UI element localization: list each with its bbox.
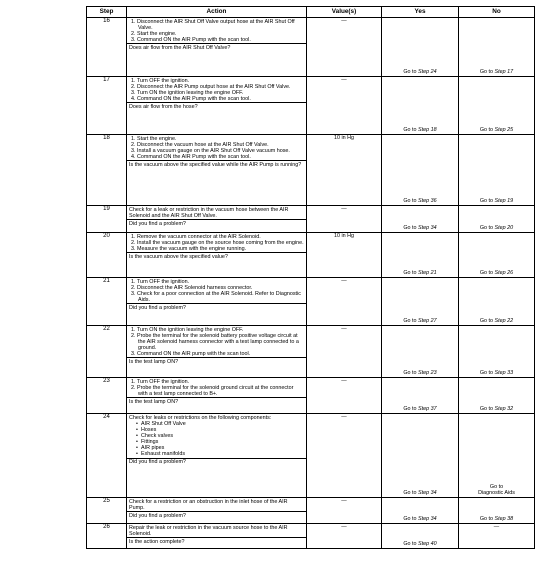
yes-cell [382, 498, 459, 524]
question: Is the test lamp ON? [127, 397, 306, 405]
action-line: 3. Command ON the AIR pump with the scan tool. [131, 350, 251, 357]
no-cell [459, 233, 535, 278]
no-cell [459, 18, 535, 77]
yes-cell [382, 278, 459, 326]
action-line: 3. Turn ON the ignition leaving the engine OFF. [131, 89, 244, 96]
step-number: 18 [87, 135, 127, 206]
action-line: 2. Probe the terminal for the solenoid ground circuit at the connector with a test lamp connected to B+. [131, 384, 294, 397]
no-goto: Go to Step 26 [479, 269, 514, 276]
action-line: 3. Measure the vacuum with the engine running. [131, 245, 247, 252]
bullet-item: • AIR pipes [137, 445, 304, 451]
no-goto-line2: Diagnostic Aids [478, 489, 515, 496]
no-cell [459, 278, 535, 326]
action-line: 2. Start the engine. [131, 30, 177, 37]
no-goto-line1: Go to [489, 483, 504, 490]
no-cell [459, 378, 535, 414]
step-number: 25 [87, 498, 127, 524]
table-row [87, 378, 535, 414]
table-row [87, 233, 535, 278]
yes-goto: Go to Step 27 [403, 317, 437, 324]
action-cell [127, 233, 307, 278]
question: Is the vacuum above the specified value while the AIR Pump is running? [127, 160, 306, 168]
action-line: 1. Turn OFF the ignition. [131, 378, 190, 385]
no-goto: Go to Step 32 [479, 405, 514, 412]
value-cell: — [307, 18, 382, 77]
value-cell: — [307, 206, 382, 233]
header-action: Action [127, 7, 307, 18]
action-line: 2. Disconnect the vacuum hose at the AIR Shut Off Valve. [131, 141, 269, 148]
action-line: 2. Install the vacuum gauge on the source hose coming from the engine. [131, 239, 304, 246]
yes-goto: Go to Step 23 [403, 369, 437, 376]
step-number: 20 [87, 233, 127, 278]
action-line: 2. Probe the terminal for the solenoid battery positive voltage circuit at the AIR solenoid harness connector with a test lamp connected to a ground. [131, 332, 299, 351]
table-row [87, 524, 535, 549]
table-row [87, 326, 535, 378]
yes-cell [382, 135, 459, 206]
no-goto: Go to Step 20 [479, 224, 514, 231]
value-cell: — [307, 278, 382, 326]
action-line: 3. Check for a poor connection at the AIR Solenoid. Refer to Diagnostic Aids. [131, 290, 301, 303]
question: Did you find a problem? [127, 219, 306, 227]
no-goto: Go to Step 33 [479, 369, 514, 376]
action-line: 3. Install a vacuum gauge on the AIR Shut Off Valve vacuum hose. [131, 147, 290, 154]
action-cell [127, 414, 307, 498]
step-number: 22 [87, 326, 127, 378]
table-row [87, 77, 535, 135]
question: Did you find a problem? [127, 458, 306, 466]
question: Is the test lamp ON? [127, 357, 306, 365]
question: Did you find a problem? [127, 511, 306, 519]
yes-goto: Go to Step 34 [403, 489, 437, 496]
yes-goto: Go to Step 18 [403, 126, 437, 133]
question: Is the vacuum above the specified value? [127, 252, 306, 260]
value-cell: — [307, 326, 382, 378]
step-number: 23 [87, 378, 127, 414]
no-cell [459, 206, 535, 233]
action-line: 1. Remove the vacuum connector at the AIR Solenoid. [131, 233, 261, 240]
bullet-item: • Fittings [137, 439, 304, 445]
table-row [87, 206, 535, 233]
action-cell [127, 135, 307, 206]
action-line: 1. Turn ON the ignition leaving the engine OFF. [131, 326, 244, 333]
no-cell [459, 414, 535, 498]
table-row [87, 278, 535, 326]
value-cell: 10 in Hg [307, 233, 382, 278]
yes-goto: Go to Step 34 [403, 224, 437, 231]
action-intro: Check for leaks or restrictions on the following components: [129, 414, 272, 421]
step-number: 19 [87, 206, 127, 233]
table-row [87, 498, 535, 524]
no-goto: Go to Step 22 [479, 317, 514, 324]
bullet-item: • Exhaust manifolds [137, 451, 304, 457]
action-line: 4. Command ON the AIR Pump with the scan tool. [131, 153, 251, 160]
no-goto [459, 484, 534, 496]
value-cell: — [307, 414, 382, 498]
yes-cell [382, 326, 459, 378]
header-values: Value(s) [307, 7, 382, 18]
action-cell [127, 378, 307, 414]
action-cell [127, 18, 307, 77]
value-cell: — [307, 77, 382, 135]
question: Is the action complete? [127, 537, 306, 545]
step-number: 24 [87, 414, 127, 498]
yes-goto: Go to Step 24 [403, 68, 437, 75]
value-cell: — [307, 378, 382, 414]
yes-goto: Go to Step 37 [403, 405, 437, 412]
table-row [87, 414, 535, 498]
yes-cell [382, 233, 459, 278]
action-cell [127, 498, 307, 524]
action-cell [127, 326, 307, 378]
action-line: 1. Disconnect the AIR Shut Off Valve output hose at the AIR Shut Off Valve. [131, 18, 295, 31]
no-cell [459, 77, 535, 135]
diagnostic-table [86, 6, 535, 549]
header-row [87, 7, 535, 18]
yes-cell [382, 18, 459, 77]
action-line: 4. Command ON the AIR Pump with the scan tool. [131, 95, 251, 102]
no-cell [459, 498, 535, 524]
yes-goto: Go to Step 21 [403, 269, 437, 276]
no-cell [459, 135, 535, 206]
question: Does air flow from the hose? [127, 102, 306, 110]
action-cell [127, 524, 307, 549]
value-cell: — [307, 524, 382, 549]
yes-goto: Go to Step 40 [403, 540, 437, 547]
action-line: 3. Command ON the AIR Pump with the scan tool. [131, 36, 251, 43]
no-goto: Go to Step 19 [479, 197, 514, 204]
yes-cell [382, 206, 459, 233]
yes-cell [382, 77, 459, 135]
action-line: 1. Start the engine. [131, 135, 177, 142]
step-number: 17 [87, 77, 127, 135]
header-step: Step [87, 7, 127, 18]
question: Does air flow from the AIR Shut Off Valve? [127, 43, 306, 51]
no-cell: — [459, 524, 535, 549]
action-line: 2. Disconnect the AIR Pump output hose at the AIR Shut Off Valve. [131, 83, 291, 90]
no-goto: Go to Step 25 [479, 126, 514, 133]
step-number: 16 [87, 18, 127, 77]
header-yes: Yes [382, 7, 459, 18]
action-line: 1. Turn OFF the ignition. [131, 77, 190, 84]
no-cell [459, 326, 535, 378]
bullet-item: • Hoses [137, 427, 304, 433]
bullet-item: • AIR Shut Off Valve [137, 421, 304, 427]
action-line: Check for a leak or restriction in the vacuum hose between the AIR Solenoid and the AIR Shut Off Valve. [129, 206, 289, 219]
action-cell [127, 278, 307, 326]
action-cell [127, 77, 307, 135]
action-cell [127, 206, 307, 233]
value-cell: 10 in Hg [307, 135, 382, 206]
no-goto: Go to Step 17 [479, 68, 514, 75]
yes-goto: Go to Step 34 [403, 515, 437, 522]
value-cell: — [307, 498, 382, 524]
header-no: No [459, 7, 535, 18]
table-row [87, 18, 535, 77]
table-row [87, 135, 535, 206]
action-line: 2. Disconnect the AIR Solenoid harness connector. [131, 284, 253, 291]
question: Did you find a problem? [127, 303, 306, 311]
yes-cell [382, 378, 459, 414]
action-line: 1. Turn OFF the ignition. [131, 278, 190, 285]
yes-cell [382, 524, 459, 549]
step-number: 21 [87, 278, 127, 326]
bullet-item: • Check valves [137, 433, 304, 439]
action-line: Repair the leak or restriction in the vacuum source hose to the AIR Solenoid. [129, 524, 288, 537]
yes-goto: Go to Step 36 [403, 197, 437, 204]
step-number: 26 [87, 524, 127, 549]
yes-cell [382, 414, 459, 498]
no-goto: Go to Step 38 [479, 515, 514, 522]
action-line: Check for a restriction or an obstruction in the inlet hose of the AIR Pump. [129, 498, 288, 511]
